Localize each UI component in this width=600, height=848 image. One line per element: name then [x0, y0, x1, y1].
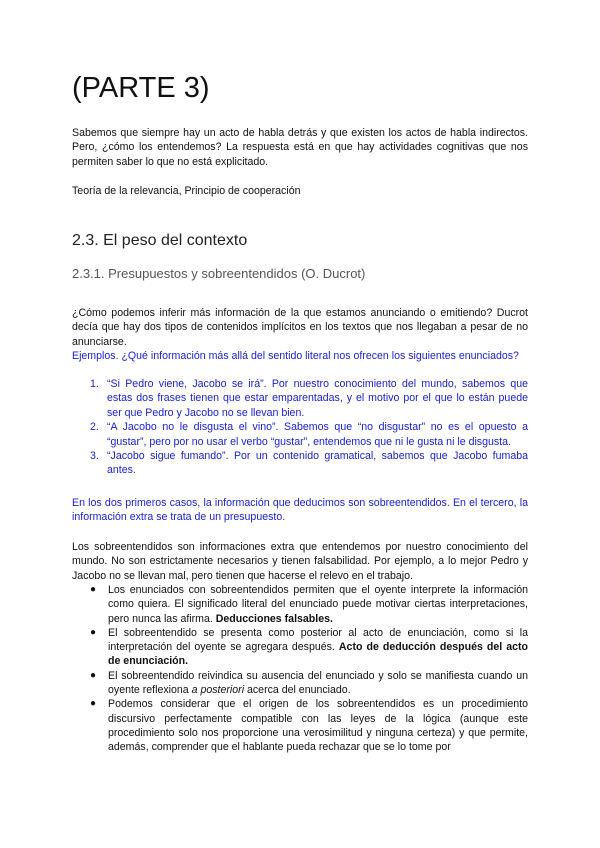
list-item-text: El sobreentendido se presenta como posterior al acto de enunciación, como si la interpretación del oyente se agregara después.	[108, 626, 528, 654]
example-item	[72, 420, 528, 449]
list-item-text-after: acerca del enunciado.	[244, 684, 351, 697]
examples-intro: Ejemplos. ¿Qué información más allá del sentido literal nos ofrecen los siguientes enunciados?	[72, 350, 519, 362]
bullet-icon: ●	[90, 698, 97, 710]
examples-list	[72, 377, 528, 478]
list-item-emphasis: Acto de deducción después del acto de enunciación.	[108, 641, 528, 668]
list-item	[72, 626, 528, 669]
bullet-icon: ●	[90, 626, 97, 638]
list-item-emphasis: Deducciones falsables.	[215, 612, 333, 625]
list-item-text: Los enunciados con sobreentendidos permiten que el oyente interprete la información como quiera. El significado literal del enunciado puede motivar ciertas interpretaciones, pero nunca las afirma.	[108, 584, 528, 625]
intro-paragraph: Sabemos que siempre hay un acto de habla detrás y que existen los actos de habla indirectos. Pero, ¿cómo los entendemos? La respuesta está en que hay actividades cognitivas que nos permiten saber lo que no está explicitado.	[72, 127, 528, 168]
example-text: “A Jacobo no le disgusta el vino”. Sabemos que “no disgustar” no es el opuesto a “gustar”, pero por no usar el verbo “gustar”, entendemos que ni le gusta ni le disgusta.	[107, 421, 528, 448]
bullet-icon: ●	[90, 669, 97, 681]
list-item	[72, 697, 528, 754]
example-number: 3.	[90, 450, 99, 463]
theory-line: Teoría de la relevancia, Principio de cooperación	[72, 185, 301, 197]
page-title: (PARTE 3)	[72, 72, 210, 104]
list-item-text: El sobreentendido reivindica su ausencia del enunciado y solo se manifiesta cuando un oyente reflexiona	[108, 669, 528, 697]
section-heading: 2.3. El peso del contexto	[72, 232, 248, 249]
list-item	[72, 583, 528, 626]
question-paragraph: ¿Cómo podemos inferir más información de la que estamos anunciando o emitiendo? Ducrot decía que hay dos tipos de contenidos implícitos en los textos que nos llegaban a pesar de no anunciarse.	[72, 307, 528, 348]
features-list	[72, 583, 528, 755]
list-item	[72, 669, 528, 698]
examples-conclusion: En los dos primeros casos, la información que deducimos son sobreentendidos. En el tercero, la información extra se trata de un presupuesto.	[72, 497, 528, 524]
subsection-heading: 2.3.1. Presupuestos y sobreentendidos (O. Ducrot)	[72, 266, 366, 281]
example-text: “Jacobo sigue fumando”. Por un contenido gramatical, sabemos que Jacobo fumaba antes.	[107, 450, 528, 477]
example-number: 2.	[90, 421, 99, 434]
example-number: 1.	[90, 378, 99, 390]
list-item-italic: a posteriori	[191, 684, 245, 697]
bullet-icon: ●	[90, 584, 97, 595]
sobreentendidos-paragraph: Los sobreentendidos son informaciones extra que entendemos por nuestro conocimiento del mundo. No son estrictamente necesarios y tienen falsabilidad. Por ejemplo, a lo mejor Pedro y Jacobo no se llevan mal, pero tienen que hacerse el relevo en el trabajo.	[72, 541, 528, 582]
example-text: “Si Pedro viene, Jacobo se irá”. Por nuestro conocimiento del mundo, sabemos que estas dos frases tienen que estar emparentadas, y el motivo por el que lo están puede ser que Pedro y Jacobo no se llevan bien.	[107, 378, 528, 419]
example-item	[72, 377, 528, 420]
example-item	[72, 449, 528, 478]
list-item-text: Podemos considerar que el origen de los sobreentendidos es un procedimiento discursivo perfectamente compatible con las leyes de la lógica (aunque este procedimiento solo nos proporcione una verosimilitud y ninguna certeza) y que permite, además, comprender que el hablante pueda rechazar que se lo tome por	[108, 698, 528, 754]
